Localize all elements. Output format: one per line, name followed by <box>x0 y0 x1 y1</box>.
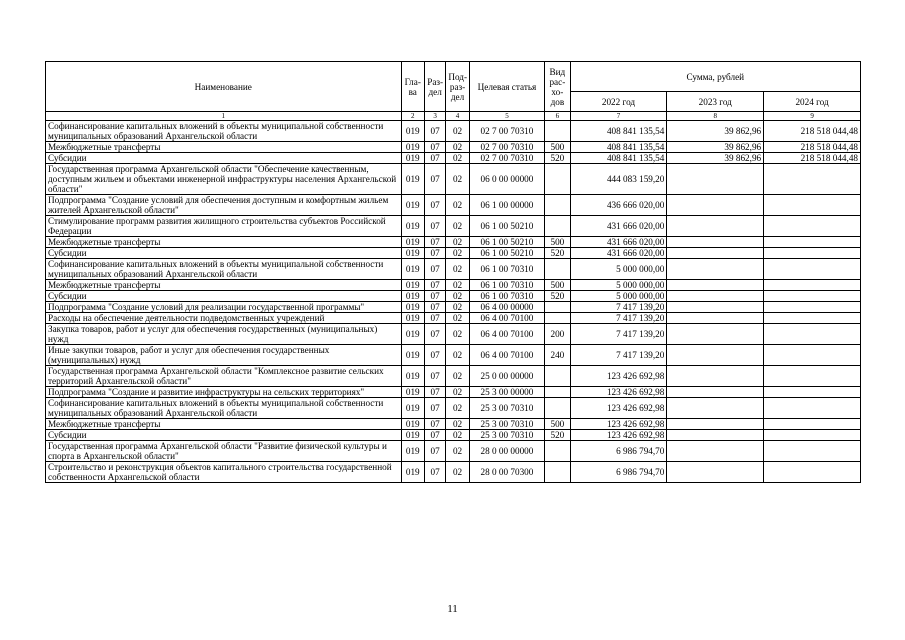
row-name: Субсидии <box>46 430 402 441</box>
row-sum-2023: 39 862,96 <box>667 153 764 164</box>
row-vid: 520 <box>545 430 570 441</box>
row-glava: 019 <box>401 387 424 398</box>
row-podrazdel: 02 <box>446 345 469 366</box>
table-row <box>46 291 861 302</box>
row-name: Межбюджетные трансферты <box>46 280 402 291</box>
header-podrazdel: Под-раз-дел <box>446 62 469 112</box>
row-vid <box>545 462 570 483</box>
table-row <box>46 216 861 237</box>
row-razdel: 07 <box>424 259 445 280</box>
row-name: Субсидии <box>46 291 402 302</box>
row-vid <box>545 387 570 398</box>
row-sum-2023 <box>667 291 764 302</box>
row-name: Межбюджетные трансферты <box>46 142 402 153</box>
column-number: 5 <box>469 112 544 121</box>
row-glava: 019 <box>401 291 424 302</box>
row-sum-2024: 218 518 044,48 <box>764 121 861 142</box>
row-sum-2024 <box>764 462 861 483</box>
row-podrazdel: 02 <box>446 216 469 237</box>
column-number: 9 <box>764 112 861 121</box>
row-target: 02 7 00 70310 <box>469 142 544 153</box>
table-row <box>46 366 861 387</box>
row-vid: 500 <box>545 142 570 153</box>
row-sum-2024 <box>764 366 861 387</box>
row-target: 06 1 00 50210 <box>469 216 544 237</box>
row-name: Иные закупки товаров, работ и услуг для обеспечения государственных (муниципальных) нужд <box>46 345 402 366</box>
header-2024: 2024 год <box>764 92 861 112</box>
row-target: 06 0 00 00000 <box>469 164 544 195</box>
row-sum-2023 <box>667 237 764 248</box>
row-glava: 019 <box>401 302 424 313</box>
row-sum-2023 <box>667 313 764 324</box>
row-target: 25 3 00 00000 <box>469 387 544 398</box>
row-sum-2023 <box>667 387 764 398</box>
row-sum-2024 <box>764 237 861 248</box>
row-podrazdel: 02 <box>446 280 469 291</box>
page-number: 11 <box>447 603 458 615</box>
table-row <box>46 280 861 291</box>
row-name: Софинансирование капитальных вложений в объекты муниципальной собственности муниципальных образований Архангельской области <box>46 259 402 280</box>
row-target: 06 1 00 50210 <box>469 237 544 248</box>
row-target: 06 1 00 70310 <box>469 259 544 280</box>
row-sum-2024: 218 518 044,48 <box>764 142 861 153</box>
row-podrazdel: 02 <box>446 302 469 313</box>
table-row <box>46 259 861 280</box>
row-glava: 019 <box>401 237 424 248</box>
row-glava: 019 <box>401 216 424 237</box>
row-name: Закупка товаров, работ и услуг для обеспечения государственных (муниципальных) нужд <box>46 324 402 345</box>
row-vid: 520 <box>545 248 570 259</box>
row-razdel: 07 <box>424 398 445 419</box>
row-sum-2024 <box>764 195 861 216</box>
row-vid <box>545 441 570 462</box>
row-podrazdel: 02 <box>446 419 469 430</box>
row-sum-2023 <box>667 195 764 216</box>
row-sum-2024: 218 518 044,48 <box>764 153 861 164</box>
row-target: 06 1 00 50210 <box>469 248 544 259</box>
row-podrazdel: 02 <box>446 195 469 216</box>
row-target: 06 1 00 70310 <box>469 280 544 291</box>
table-row <box>46 419 861 430</box>
table-row <box>46 398 861 419</box>
column-number: 4 <box>446 112 469 121</box>
row-razdel: 07 <box>424 302 445 313</box>
row-target: 28 0 00 70300 <box>469 462 544 483</box>
row-sum-2022: 123 426 692,98 <box>570 398 667 419</box>
row-sum-2024 <box>764 419 861 430</box>
row-podrazdel: 02 <box>446 462 469 483</box>
row-name: Софинансирование капитальных вложений в объекты муниципальной собственности муниципальных образований Архангельской области <box>46 121 402 142</box>
row-glava: 019 <box>401 248 424 259</box>
table-row <box>46 195 861 216</box>
header-glava: Гла-ва <box>401 62 424 112</box>
row-sum-2022: 408 841 135,54 <box>570 142 667 153</box>
row-glava: 019 <box>401 345 424 366</box>
row-vid <box>545 366 570 387</box>
row-razdel: 07 <box>424 248 445 259</box>
row-sum-2023 <box>667 398 764 419</box>
table-body <box>46 121 861 483</box>
row-target: 06 1 00 00000 <box>469 195 544 216</box>
row-razdel: 07 <box>424 216 445 237</box>
row-podrazdel: 02 <box>446 237 469 248</box>
table-row <box>46 142 861 153</box>
row-sum-2022: 431 666 020,00 <box>570 237 667 248</box>
row-sum-2024 <box>764 430 861 441</box>
row-razdel: 07 <box>424 237 445 248</box>
table-row <box>46 164 861 195</box>
row-target: 02 7 00 70310 <box>469 121 544 142</box>
row-sum-2022: 5 000 000,00 <box>570 291 667 302</box>
row-glava: 019 <box>401 153 424 164</box>
row-glava: 019 <box>401 259 424 280</box>
row-podrazdel: 02 <box>446 430 469 441</box>
row-podrazdel: 02 <box>446 153 469 164</box>
row-razdel: 07 <box>424 366 445 387</box>
table-row <box>46 248 861 259</box>
row-vid: 500 <box>545 237 570 248</box>
header-name: Наименование <box>46 62 402 112</box>
row-sum-2024 <box>764 387 861 398</box>
row-sum-2023 <box>667 366 764 387</box>
row-sum-2022: 123 426 692,98 <box>570 387 667 398</box>
table-row <box>46 387 861 398</box>
row-sum-2023: 39 862,96 <box>667 121 764 142</box>
table-row <box>46 121 861 142</box>
row-name: Государственная программа Архангельской области "Развитие физической культуры и спорта в Архангельской области" <box>46 441 402 462</box>
row-razdel: 07 <box>424 387 445 398</box>
row-podrazdel: 02 <box>446 398 469 419</box>
header-target: Целевая статья <box>469 62 544 112</box>
row-razdel: 07 <box>424 313 445 324</box>
row-vid: 500 <box>545 280 570 291</box>
row-sum-2024 <box>764 441 861 462</box>
row-podrazdel: 02 <box>446 387 469 398</box>
row-podrazdel: 02 <box>446 441 469 462</box>
row-podrazdel: 02 <box>446 291 469 302</box>
row-razdel: 07 <box>424 345 445 366</box>
table-row <box>46 153 861 164</box>
row-vid <box>545 259 570 280</box>
row-sum-2023 <box>667 345 764 366</box>
row-vid <box>545 302 570 313</box>
row-target: 28 0 00 00000 <box>469 441 544 462</box>
row-sum-2023 <box>667 462 764 483</box>
table-row <box>46 345 861 366</box>
header-2022: 2022 год <box>570 92 667 112</box>
row-podrazdel: 02 <box>446 366 469 387</box>
column-number: 2 <box>401 112 424 121</box>
row-sum-2022: 408 841 135,54 <box>570 121 667 142</box>
column-number: 3 <box>424 112 445 121</box>
row-sum-2023 <box>667 324 764 345</box>
row-target: 25 3 00 70310 <box>469 398 544 419</box>
row-sum-2023: 39 862,96 <box>667 142 764 153</box>
row-razdel: 07 <box>424 291 445 302</box>
row-sum-2022: 7 417 139,20 <box>570 324 667 345</box>
row-vid: 240 <box>545 345 570 366</box>
row-name: Субсидии <box>46 153 402 164</box>
row-sum-2022: 123 426 692,98 <box>570 419 667 430</box>
row-glava: 019 <box>401 121 424 142</box>
table-row <box>46 430 861 441</box>
table-row <box>46 441 861 462</box>
row-podrazdel: 02 <box>446 121 469 142</box>
row-sum-2024 <box>764 216 861 237</box>
row-glava: 019 <box>401 419 424 430</box>
row-target: 06 4 00 70100 <box>469 324 544 345</box>
table-row <box>46 462 861 483</box>
row-razdel: 07 <box>424 441 445 462</box>
row-glava: 019 <box>401 313 424 324</box>
row-sum-2023 <box>667 280 764 291</box>
row-name: Государственная программа Архангельской области "Обеспечение качественным, доступным жильем и объектами инженерной инфраструктуры населения Архангельской области" <box>46 164 402 195</box>
row-glava: 019 <box>401 430 424 441</box>
row-sum-2024 <box>764 313 861 324</box>
row-podrazdel: 02 <box>446 142 469 153</box>
row-razdel: 07 <box>424 280 445 291</box>
row-name: Межбюджетные трансферты <box>46 237 402 248</box>
header-sum: Сумма, рублей <box>570 62 860 92</box>
row-name: Расходы на обеспечение деятельности подведомственных учреждений <box>46 313 402 324</box>
budget-table <box>45 61 861 483</box>
table-row <box>46 302 861 313</box>
row-razdel: 07 <box>424 121 445 142</box>
row-sum-2024 <box>764 324 861 345</box>
row-sum-2022: 5 000 000,00 <box>570 259 667 280</box>
row-sum-2022: 431 666 020,00 <box>570 248 667 259</box>
row-target: 25 3 00 70310 <box>469 419 544 430</box>
row-sum-2024 <box>764 345 861 366</box>
row-vid <box>545 216 570 237</box>
row-sum-2022: 123 426 692,98 <box>570 430 667 441</box>
row-sum-2024 <box>764 398 861 419</box>
row-sum-2022: 5 000 000,00 <box>570 280 667 291</box>
table-row <box>46 313 861 324</box>
row-podrazdel: 02 <box>446 313 469 324</box>
row-target: 25 3 00 70310 <box>469 430 544 441</box>
row-sum-2024 <box>764 280 861 291</box>
row-razdel: 07 <box>424 142 445 153</box>
row-sum-2022: 7 417 139,20 <box>570 302 667 313</box>
row-razdel: 07 <box>424 164 445 195</box>
table-row <box>46 324 861 345</box>
row-sum-2023 <box>667 216 764 237</box>
row-razdel: 07 <box>424 430 445 441</box>
row-vid <box>545 398 570 419</box>
row-podrazdel: 02 <box>446 164 469 195</box>
row-target: 06 4 00 70100 <box>469 345 544 366</box>
row-sum-2024 <box>764 259 861 280</box>
row-razdel: 07 <box>424 462 445 483</box>
column-number: 8 <box>667 112 764 121</box>
row-sum-2024 <box>764 302 861 313</box>
column-number-row <box>46 112 861 121</box>
row-glava: 019 <box>401 164 424 195</box>
row-sum-2022: 7 417 139,20 <box>570 313 667 324</box>
row-sum-2022: 123 426 692,98 <box>570 366 667 387</box>
row-name: Межбюджетные трансферты <box>46 419 402 430</box>
row-podrazdel: 02 <box>446 248 469 259</box>
row-sum-2023 <box>667 430 764 441</box>
row-glava: 019 <box>401 280 424 291</box>
column-number: 1 <box>46 112 402 121</box>
row-name: Подпрограмма "Создание и развитие инфраструктуры на сельских территориях" <box>46 387 402 398</box>
table-row <box>46 237 861 248</box>
row-sum-2022: 408 841 135,54 <box>570 153 667 164</box>
row-glava: 019 <box>401 398 424 419</box>
row-sum-2023 <box>667 441 764 462</box>
row-vid <box>545 313 570 324</box>
row-name: Софинансирование капитальных вложений в объекты муниципальной собственности муниципальных образований Архангельской области <box>46 398 402 419</box>
row-glava: 019 <box>401 324 424 345</box>
row-sum-2022: 7 417 139,20 <box>570 345 667 366</box>
row-target: 06 4 00 00000 <box>469 302 544 313</box>
row-sum-2023 <box>667 164 764 195</box>
row-podrazdel: 02 <box>446 324 469 345</box>
row-sum-2023 <box>667 302 764 313</box>
row-target: 06 1 00 70310 <box>469 291 544 302</box>
row-target: 06 4 00 70100 <box>469 313 544 324</box>
row-sum-2024 <box>764 164 861 195</box>
header-razdel: Раз-дел <box>424 62 445 112</box>
row-razdel: 07 <box>424 419 445 430</box>
row-vid <box>545 164 570 195</box>
row-name: Стимулирование программ развития жилищного строительства субъектов Российской Федерации <box>46 216 402 237</box>
row-vid <box>545 195 570 216</box>
row-target: 25 0 00 00000 <box>469 366 544 387</box>
row-vid <box>545 121 570 142</box>
row-sum-2022: 6 986 794,70 <box>570 462 667 483</box>
row-name: Подпрограмма "Создание условий для обеспечения доступным и комфортным жильем жителей Архангельской области" <box>46 195 402 216</box>
row-glava: 019 <box>401 462 424 483</box>
row-vid: 200 <box>545 324 570 345</box>
row-glava: 019 <box>401 142 424 153</box>
row-name: Субсидии <box>46 248 402 259</box>
row-sum-2022: 436 666 020,00 <box>570 195 667 216</box>
row-sum-2023 <box>667 248 764 259</box>
column-number: 6 <box>545 112 570 121</box>
row-sum-2023 <box>667 259 764 280</box>
header-vid: Вид рас-хо-дов <box>545 62 570 112</box>
row-name: Строительство и реконструкция объектов капитального строительства государственной собственности Архангельской области <box>46 462 402 483</box>
row-name: Подпрограмма "Создание условий для реализации государственной программы" <box>46 302 402 313</box>
row-glava: 019 <box>401 195 424 216</box>
row-sum-2024 <box>764 248 861 259</box>
row-razdel: 07 <box>424 153 445 164</box>
row-sum-2022: 6 986 794,70 <box>570 441 667 462</box>
row-glava: 019 <box>401 441 424 462</box>
row-name: Государственная программа Архангельской области "Комплексное развитие сельских территорий Архангельской области" <box>46 366 402 387</box>
row-vid: 520 <box>545 153 570 164</box>
row-sum-2023 <box>667 419 764 430</box>
row-razdel: 07 <box>424 195 445 216</box>
row-sum-2022: 444 083 159,20 <box>570 164 667 195</box>
row-vid: 500 <box>545 419 570 430</box>
column-number: 7 <box>570 112 667 121</box>
row-glava: 019 <box>401 366 424 387</box>
row-podrazdel: 02 <box>446 259 469 280</box>
row-vid: 520 <box>545 291 570 302</box>
row-sum-2022: 431 666 020,00 <box>570 216 667 237</box>
header-2023: 2023 год <box>667 92 764 112</box>
row-razdel: 07 <box>424 324 445 345</box>
row-sum-2024 <box>764 291 861 302</box>
row-target: 02 7 00 70310 <box>469 153 544 164</box>
